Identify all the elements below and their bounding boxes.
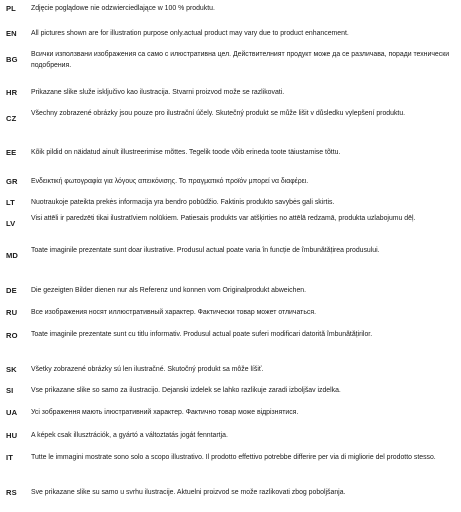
language-code: RO	[6, 331, 18, 340]
disclaimer-text: Sve prikazane slike su samo u svrhu ilustracije. Aktuelni proizvod se može razlikovati zbog poboljšanja.	[31, 489, 346, 496]
language-code: EE	[6, 148, 17, 157]
language-code: EN	[6, 29, 17, 38]
disclaimer-text: Všechny zobrazené obrázky jsou pouze pro ilustrační účely. Skutečný produkt se může lišit v důsledku vylepšení produktu.	[31, 110, 406, 117]
language-code: UA	[6, 408, 18, 417]
disclaimer-text: Всички използвани изображения са само с илюстративна цел. Действителният продукт може да се различава, поради технически подобрения.	[31, 51, 450, 69]
disclaimer-text: Die gezeigten Bilder dienen nur als Referenz und konnen vom Originalprodukt abweichen.	[31, 287, 307, 294]
disclaimer-text: Toate imaginile prezentate sunt cu titlu informativ. Produsul actual poate suferi modificari datorită îmbunătățirilor.	[31, 331, 373, 338]
disclaimer-text: Kõik pildid on näidatud ainult illustreerimise mõttes. Tegelik toode võib erineda toote täiustamise tõttu.	[31, 149, 341, 156]
disclaimer-text: Visi attēli ir paredzēti tikai ilustratīviem nolūkiem. Patiesais produkts var atšķirties no attēlā redzamā, produkta uzlabojumu dēļ.	[31, 215, 416, 222]
language-code: PL	[6, 4, 16, 13]
language-code: SK	[6, 365, 17, 374]
disclaimer-text: Ενδεικτική φωτογραφία για λόγους απεικόνισης. Το πραγματικό προϊόν μπορεί να διαφέρει.	[31, 178, 309, 185]
language-code: RU	[6, 308, 18, 317]
language-code: HR	[6, 88, 18, 97]
disclaimer-text: Tutte le immagini mostrate sono solo a scopo illustrativo. Il prodotto effettivo potrebbe differire per via di migliorie del prodotto stesso.	[31, 454, 436, 461]
disclaimer-text: Prikazane slike služe isključivo kao ilustracija. Stvarni proizvod može se razlikovati.	[31, 89, 285, 96]
language-code: RS	[6, 488, 17, 497]
disclaimer-text: Zdjęcie poglądowe nie odzwierciedlające w 100 % produktu.	[31, 5, 215, 12]
disclaimer-text: Усі зображення мають ілюстративний характер. Фактично товар може відрізнятися.	[31, 409, 299, 416]
disclaimer-text: A képek csak illusztrációk, a gyártó a változtatás jogát fenntartja.	[31, 432, 228, 439]
disclaimer-text: Все изображения носят иллюстративный характер. Фактически товар может отличаться.	[31, 309, 317, 316]
disclaimer-text: Všetky zobrazené obrázky sú len ilustračné. Skutočný produkt sa môže líšiť.	[31, 366, 264, 373]
disclaimer-text: Toate imaginile prezentate sunt doar ilustrative. Produsul actual poate varia în funcție de îmbunătățirea produsului.	[31, 247, 380, 254]
language-code: GR	[6, 177, 18, 186]
language-code: HU	[6, 431, 18, 440]
language-code: BG	[6, 55, 18, 64]
disclaimer-text: Nuotraukoje pateikta prekės informacija yra bendro pobūdžio. Faktinis produkto savybės gali skirtis.	[31, 199, 335, 206]
language-code: SI	[6, 386, 14, 395]
language-code: LV	[6, 219, 16, 228]
disclaimer-text: Vse prikazane slike so samo za ilustracijo. Dejanski izdelek se lahko razlikuje zaradi izboljšav izdelka.	[31, 387, 341, 394]
language-code: DE	[6, 286, 17, 295]
disclaimer-text: All pictures shown are for illustration purpose only.actual product may vary due to product enhancement.	[31, 30, 349, 37]
language-code: CZ	[6, 114, 17, 123]
language-code: LT	[6, 198, 15, 207]
language-code: MD	[6, 251, 19, 260]
language-code: IT	[6, 453, 13, 462]
